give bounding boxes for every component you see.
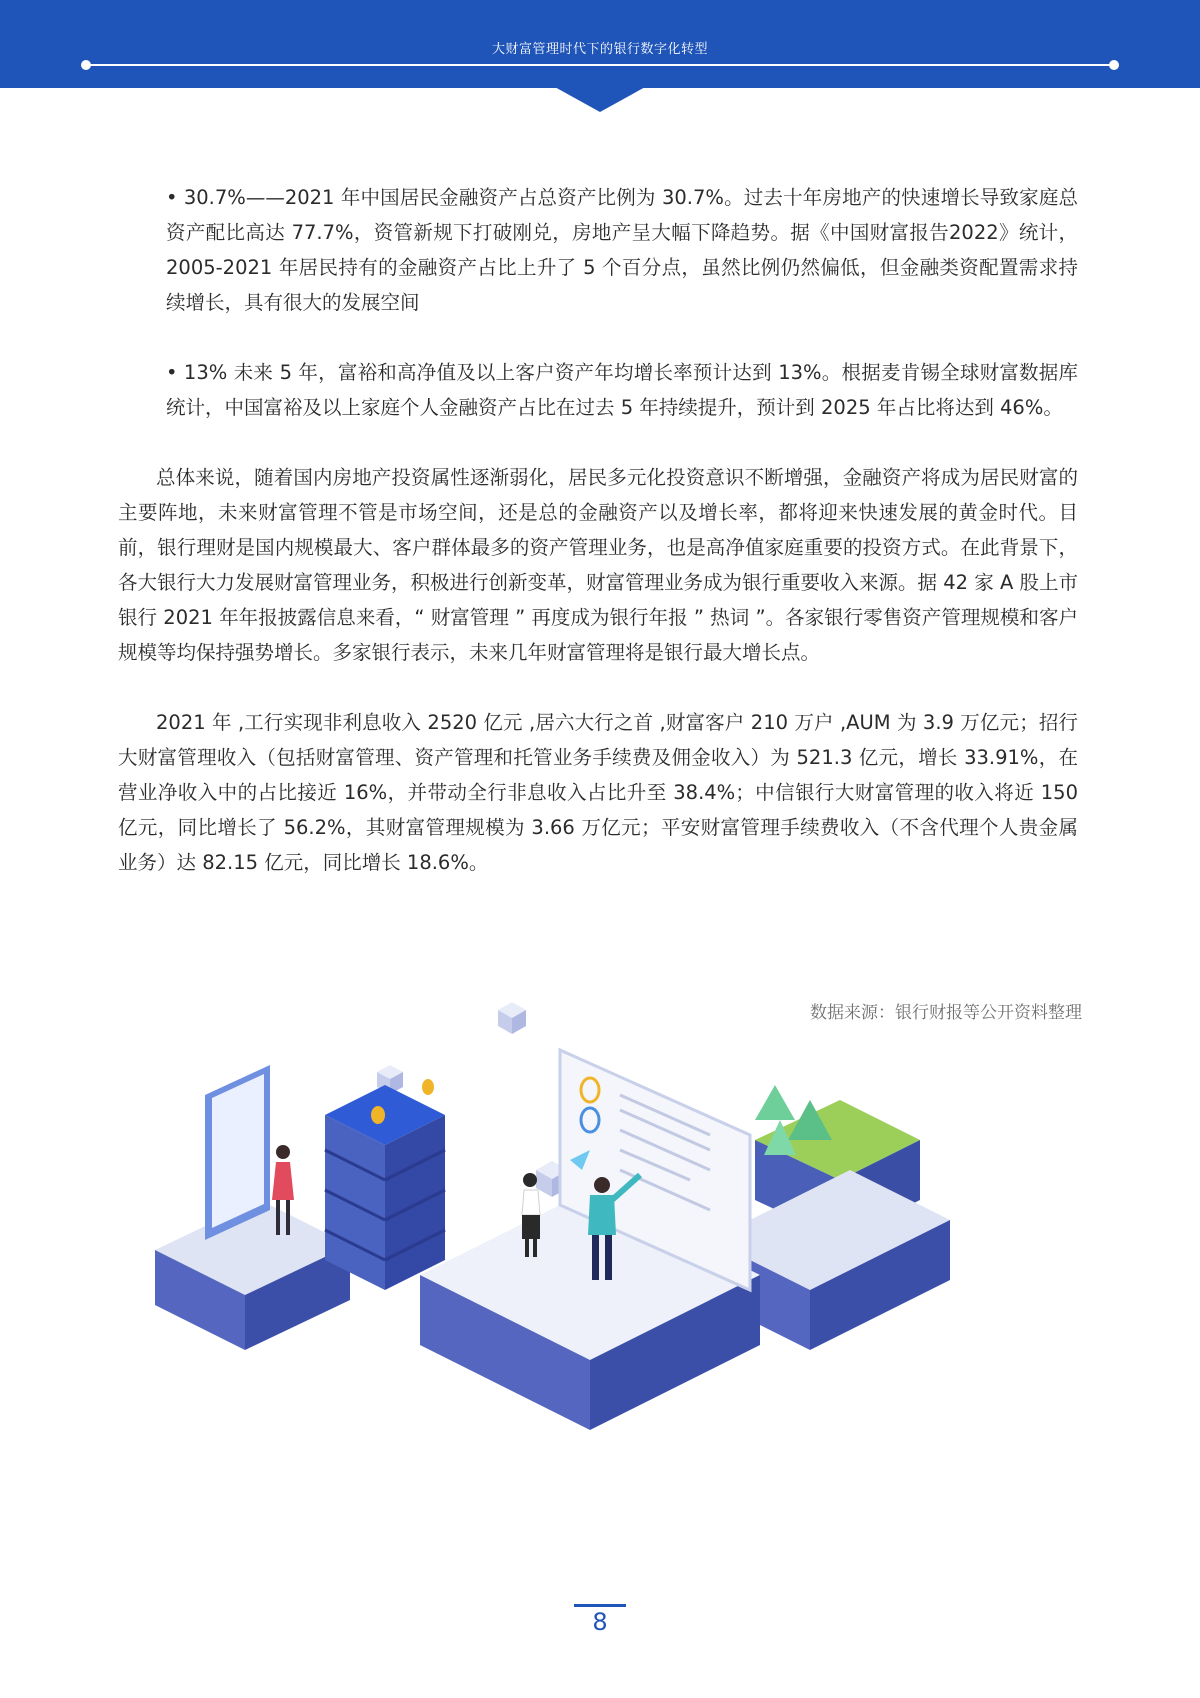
header-title: 大财富管理时代下的银行数字化转型	[491, 42, 708, 57]
page-number: 8	[592, 1608, 608, 1636]
isometric-illustration	[150, 990, 1050, 1550]
page-header	[0, 0, 1200, 88]
header-rule-dot-left	[81, 60, 91, 70]
left-block	[155, 1065, 350, 1350]
floating-cube-icon	[498, 1002, 526, 1034]
source-note: 数据来源：银行财报等公开资料整理	[810, 1003, 1082, 1023]
server-stack-icon	[325, 1085, 445, 1290]
bullet-paragraph-2: • 13% 未来 5 年，富裕和高净值及以上客户资产年均增长率预计达到 13%。根据麦肯锡全球财富数据库统计，中国富裕及以上家庭个人金融资产占比在过去 5 年持续提升，预计到 2025 年占比将达到 46%。	[166, 361, 1078, 419]
body-paragraph-2: 2021 年 ,工行实现非利息收入 2520 亿元 ,居六大行之首 ,财富客户 210 万户 ,AUM 为 3.9 万亿元；招行大财富管理收入（包括财富管理、资产管理和托管业务手续费及佣金收入）为 521.3 亿元，增长 33.91%，在营业净收入中的占比接近 16%，并带动全行非息收入占比升至 38.4%；中信银行大财富管理的收入将近 150 亿元，同比增长了 56.2%，其财富管理规模为 3.66 万亿元；平安财富管理手续费收入（不含代理个人贵金属业务）达 82.15 亿元，同比增长 18.6%。	[118, 711, 1078, 874]
bullet-paragraph-1: • 30.7%——2021 年中国居民金融资产占总资产比例为 30.7%。过去十年房地产的快速增长导致家庭总资产配比高达 77.7%，资管新规下打破刚兑，房地产呈大幅下降趋势。据《中国财富报告2022》统计，2005-2021 年居民持有的金融资产占比上升了 5 个百分点，虽然比例仍然偏低，但金融类资配置需求持续增长，具有很大的发展空间	[166, 186, 1078, 314]
page-number-bar	[574, 1604, 626, 1607]
article-body	[118, 180, 1078, 915]
header-notch	[553, 86, 647, 112]
body-paragraph-1: 总体来说，随着国内房地产投资属性逐渐弱化，居民多元化投资意识不断增强，金融资产将成为居民财富的主要阵地，未来财富管理不管是市场空间，还是总的金融资产以及增长率，都将迎来快速发展的黄金时代。目前，银行理财是国内规模最大、客户群体最多的资产管理业务，也是高净值家庭重要的投资方式。在此背景下，各大银行大力发展财富管理业务，积极进行创新变革，财富管理业务成为银行重要收入来源。据 42 家 A 股上市银行 2021 年年报披露信息来看，“ 财富管理 ” 再度成为银行年报 ” 热词 ”。各家银行零售资产管理规模和客户规模等均保持强势增长。多家银行表示，未来几年财富管理将是银行最大增长点。	[118, 466, 1078, 664]
header-rule	[86, 64, 1116, 66]
header-rule-dot-right	[1109, 60, 1119, 70]
